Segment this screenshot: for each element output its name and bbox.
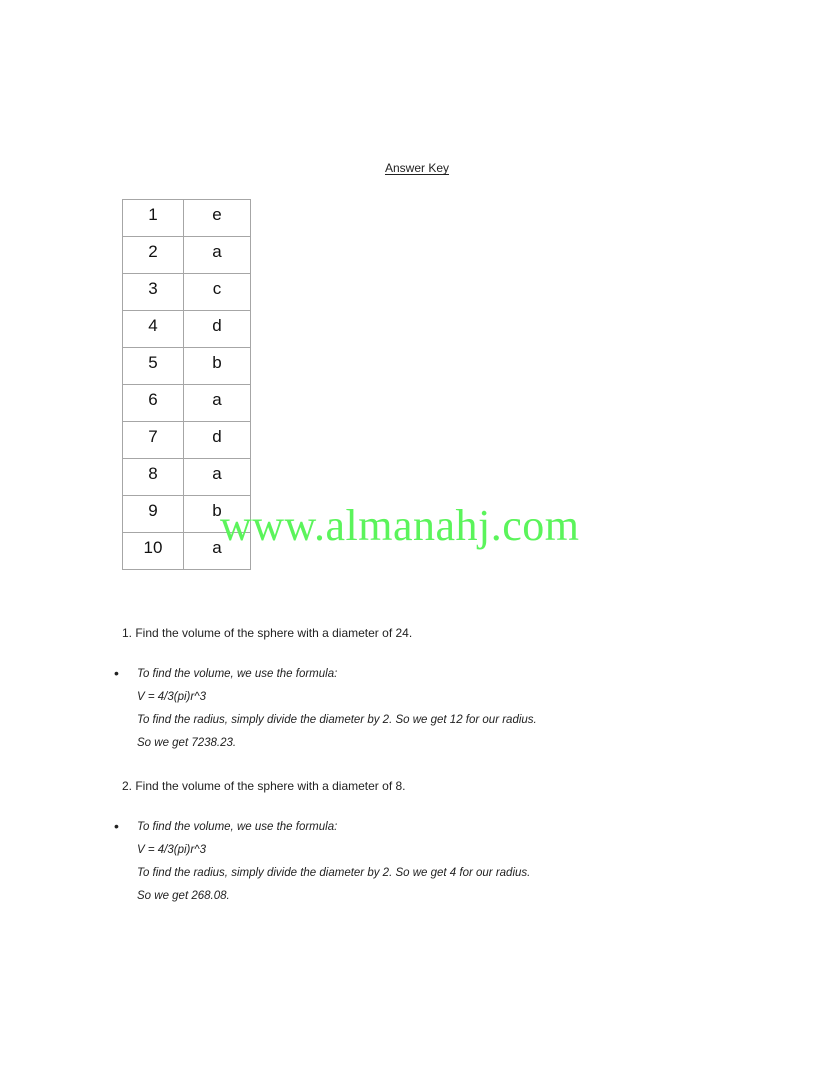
answer-letter: c [184, 274, 251, 311]
answer-letter: a [184, 459, 251, 496]
table-row [123, 459, 251, 496]
question-number: 9 [123, 496, 184, 533]
solution-line: To find the radius, simply divide the diameter by 2. So we get 12 for our radius. [137, 714, 537, 726]
question-number: 5 [123, 348, 184, 385]
question-1-prompt: 1. Find the volume of the sphere with a diameter of 24. [122, 626, 413, 640]
table-row [123, 311, 251, 348]
answer-letter: a [184, 533, 251, 570]
answer-letter: d [184, 422, 251, 459]
question-number: 4 [123, 311, 184, 348]
solution-line: To find the volume, we use the formula: [137, 668, 338, 680]
question-number: 7 [123, 422, 184, 459]
bullet-icon: • [114, 818, 119, 834]
table-row [123, 274, 251, 311]
answer-letter: a [184, 385, 251, 422]
solution-line: So we get 268.08. [137, 890, 230, 902]
table-row [123, 200, 251, 237]
solution-line: To find the radius, simply divide the diameter by 2. So we get 4 for our radius. [137, 867, 531, 879]
table-row [123, 348, 251, 385]
table-row [123, 385, 251, 422]
table-row [123, 422, 251, 459]
question-number: 6 [123, 385, 184, 422]
table-row [123, 237, 251, 274]
answer-letter: b [184, 348, 251, 385]
question-number: 3 [123, 274, 184, 311]
solution-line: V = 4/3(pi)r^3 [137, 691, 206, 703]
watermark: www.almanahj.com [220, 501, 580, 550]
answer-letter: e [184, 200, 251, 237]
solution-line: To find the volume, we use the formula: [137, 821, 338, 833]
answer-letter: b [184, 496, 251, 533]
answer-letter: d [184, 311, 251, 348]
question-number: 10 [123, 533, 184, 570]
question-number: 1 [123, 200, 184, 237]
question-number: 8 [123, 459, 184, 496]
page-title: Answer Key [384, 161, 450, 175]
question-2-prompt: 2. Find the volume of the sphere with a diameter of 8. [122, 779, 406, 793]
answer-letter: a [184, 237, 251, 274]
solution-line: V = 4/3(pi)r^3 [137, 844, 206, 856]
question-number: 2 [123, 237, 184, 274]
bullet-icon: • [114, 665, 119, 681]
solution-line: So we get 7238.23. [137, 737, 237, 749]
